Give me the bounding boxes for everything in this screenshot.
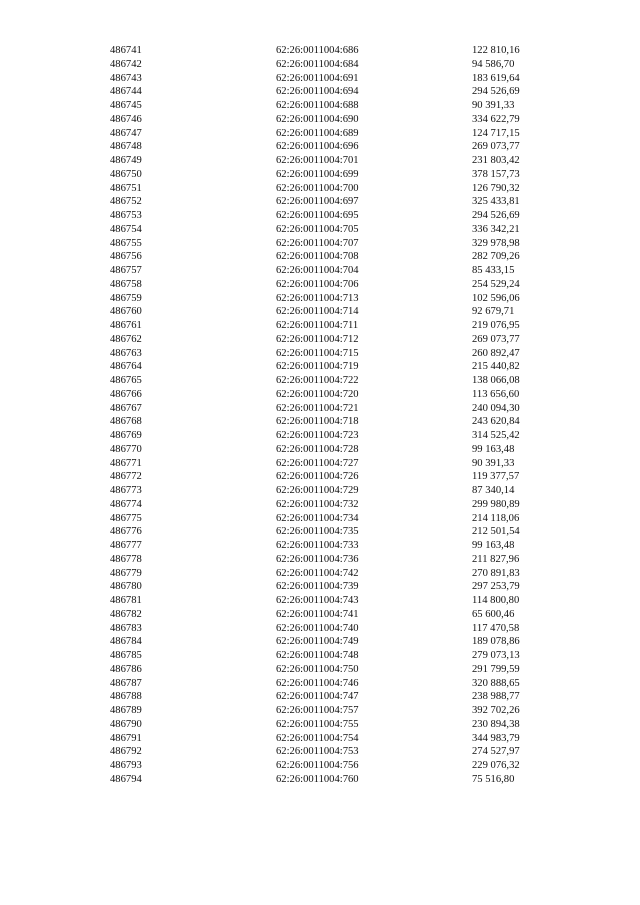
- cadastral-number: 62:26:0011004:739: [276, 581, 359, 593]
- row-number: 486774: [110, 498, 142, 510]
- row-number: 486786: [110, 663, 142, 675]
- row-number: 486762: [110, 333, 142, 345]
- cadastral-number: 62:26:0011004:749: [276, 636, 359, 648]
- row-number: 486749: [110, 155, 142, 166]
- cadastral-value: 320 888,65: [472, 677, 520, 689]
- table-row: [0, 539, 640, 553]
- cadastral-number: 62:26:0011004:742: [276, 567, 359, 579]
- cadastral-value: 90 391,33: [472, 457, 515, 469]
- table-row: [0, 209, 640, 223]
- table-row: [0, 388, 640, 402]
- cadastral-number: 62:26:0011004:760: [276, 773, 359, 785]
- cadastral-value: 92 679,71: [472, 306, 515, 318]
- cadastral-number: 62:26:0011004:714: [276, 306, 359, 318]
- cadastral-number: 62:26:0011004:715: [276, 347, 359, 359]
- row-number: 486756: [110, 251, 142, 263]
- row-number: 486791: [110, 732, 142, 744]
- cadastral-number: 62:26:0011004:735: [276, 526, 359, 538]
- cadastral-value: 215 440,82: [472, 361, 520, 373]
- cadastral-number: 62:26:0011004:706: [276, 278, 359, 290]
- cadastral-value: 294 526,69: [472, 86, 520, 98]
- cadastral-value: 114 800,80: [472, 595, 520, 606]
- table-row: [0, 99, 640, 113]
- cadastral-number: 62:26:0011004:732: [276, 498, 359, 510]
- table-row: [0, 154, 640, 168]
- row-number: 486757: [110, 265, 142, 276]
- row-number: 486778: [110, 553, 142, 565]
- cadastral-value: 183 619,64: [472, 72, 520, 84]
- table-row: [0, 360, 640, 374]
- table-row: [0, 168, 640, 182]
- table-row: [0, 237, 640, 251]
- row-number: 486746: [110, 113, 142, 125]
- cadastral-value: 90 391,33: [472, 100, 515, 111]
- cadastral-value: 279 073,13: [472, 650, 520, 661]
- cadastral-number: 62:26:0011004:734: [276, 512, 359, 524]
- cadastral-number: 62:26:0011004:719: [276, 361, 359, 373]
- row-number: 486743: [110, 72, 142, 84]
- table-row: [0, 567, 640, 581]
- cadastral-value: 240 094,30: [472, 402, 520, 414]
- table-row: [0, 553, 640, 567]
- cadastral-number: 62:26:0011004:754: [276, 732, 359, 744]
- row-number: 486781: [110, 595, 142, 606]
- table-row: [0, 594, 640, 608]
- cadastral-number: 62:26:0011004:747: [276, 691, 359, 703]
- cadastral-number: 62:26:0011004:707: [276, 237, 359, 249]
- row-number: 486770: [110, 443, 142, 455]
- cadastral-number: 62:26:0011004:708: [276, 251, 359, 263]
- cadastral-value: 126 790,32: [472, 182, 520, 194]
- cadastral-number: 62:26:0011004:688: [276, 100, 359, 111]
- cadastral-number: 62:26:0011004:690: [276, 113, 359, 125]
- cadastral-value: 299 980,89: [472, 498, 520, 510]
- cadastral-number: 62:26:0011004:728: [276, 443, 359, 455]
- cadastral-value: 260 892,47: [472, 347, 520, 359]
- table-row: [0, 622, 640, 636]
- table-row: [0, 250, 640, 264]
- cadastral-value: 212 501,54: [472, 526, 520, 538]
- cadastral-value: 336 342,21: [472, 223, 520, 235]
- cadastral-number: 62:26:0011004:711: [276, 320, 359, 331]
- cadastral-number: 62:26:0011004:755: [276, 718, 359, 730]
- table-row: [0, 663, 640, 677]
- cadastral-number: 62:26:0011004:726: [276, 471, 359, 483]
- cadastral-value: 87 340,14: [472, 485, 515, 496]
- cadastral-value: 124 717,15: [472, 127, 520, 139]
- table-row: [0, 484, 640, 498]
- table-row: [0, 85, 640, 99]
- cadastral-value: 99 163,48: [472, 443, 515, 455]
- cadastral-number: 62:26:0011004:686: [276, 45, 359, 56]
- cadastral-value: 294 526,69: [472, 210, 520, 221]
- table-row: [0, 525, 640, 539]
- table-row: [0, 140, 640, 154]
- cadastral-value: 211 827,96: [472, 553, 520, 565]
- cadastral-number: 62:26:0011004:757: [276, 705, 359, 716]
- row-number: 486788: [110, 691, 142, 703]
- table-row: [0, 649, 640, 663]
- cadastral-value: 297 253,79: [472, 581, 520, 593]
- cadastral-value: 122 810,16: [472, 45, 520, 56]
- table-row: [0, 580, 640, 594]
- row-number: 486748: [110, 141, 142, 153]
- row-number: 486745: [110, 100, 142, 111]
- cadastral-number: 62:26:0011004:723: [276, 430, 359, 441]
- row-number: 486761: [110, 320, 142, 331]
- cadastral-value: 269 073,77: [472, 141, 520, 153]
- table-row: [0, 333, 640, 347]
- table-row: [0, 58, 640, 72]
- cadastral-number: 62:26:0011004:756: [276, 760, 359, 771]
- table-row: [0, 44, 640, 58]
- row-number: 486744: [110, 86, 142, 98]
- row-number: 486785: [110, 650, 142, 661]
- cadastral-number: 62:26:0011004:689: [276, 127, 359, 139]
- cadastral-number: 62:26:0011004:750: [276, 663, 359, 675]
- table-row: [0, 773, 640, 787]
- table-row: [0, 677, 640, 691]
- cadastral-number: 62:26:0011004:722: [276, 375, 359, 386]
- cadastral-value: 243 620,84: [472, 416, 520, 428]
- table-row: [0, 718, 640, 732]
- row-number: 486792: [110, 746, 142, 758]
- table-row: [0, 223, 640, 237]
- row-number: 486779: [110, 567, 142, 579]
- table-row: [0, 732, 640, 746]
- cadastral-number: 62:26:0011004:718: [276, 416, 359, 428]
- table-row: [0, 127, 640, 141]
- table-row: [0, 498, 640, 512]
- cadastral-number: 62:26:0011004:684: [276, 58, 359, 70]
- row-number: 486793: [110, 760, 142, 771]
- row-number: 486750: [110, 168, 142, 180]
- row-number: 486741: [110, 45, 142, 56]
- cadastral-value: 254 529,24: [472, 278, 520, 290]
- cadastral-value: 230 894,38: [472, 718, 520, 730]
- cadastral-number: 62:26:0011004:704: [276, 265, 359, 276]
- row-number: 486760: [110, 306, 142, 318]
- cadastral-value: 334 622,79: [472, 113, 520, 125]
- cadastral-value: 219 076,95: [472, 320, 520, 331]
- cadastral-value: 189 078,86: [472, 636, 520, 648]
- table-row: [0, 113, 640, 127]
- row-number: 486776: [110, 526, 142, 538]
- row-number: 486783: [110, 622, 142, 634]
- row-number: 486754: [110, 223, 142, 235]
- cadastral-value: 270 891,83: [472, 567, 520, 579]
- table-row: [0, 704, 640, 718]
- cadastral-value: 119 377,57: [472, 471, 520, 483]
- cadastral-value: 378 157,73: [472, 168, 520, 180]
- row-number: 486780: [110, 581, 142, 593]
- row-number: 486768: [110, 416, 142, 428]
- table-row: [0, 429, 640, 443]
- table-row: [0, 195, 640, 209]
- row-number: 486772: [110, 471, 142, 483]
- cadastral-number: 62:26:0011004:727: [276, 457, 359, 469]
- cadastral-number: 62:26:0011004:733: [276, 540, 359, 551]
- table-row: [0, 745, 640, 759]
- table-row: [0, 415, 640, 429]
- row-number: 486751: [110, 182, 142, 194]
- table-row: [0, 264, 640, 278]
- cadastral-number: 62:26:0011004:701: [276, 155, 359, 166]
- cadastral-value: 314 525,42: [472, 430, 520, 441]
- data-table: [0, 44, 640, 787]
- cadastral-value: 392 702,26: [472, 705, 520, 716]
- row-number: 486759: [110, 292, 142, 304]
- row-number: 486755: [110, 237, 142, 249]
- cadastral-value: 138 066,08: [472, 375, 520, 386]
- table-row: [0, 635, 640, 649]
- row-number: 486763: [110, 347, 142, 359]
- cadastral-value: 117 470,58: [472, 622, 520, 634]
- cadastral-value: 344 983,79: [472, 732, 520, 744]
- table-row: [0, 402, 640, 416]
- cadastral-number: 62:26:0011004:705: [276, 223, 359, 235]
- cadastral-value: 85 433,15: [472, 265, 515, 276]
- table-row: [0, 374, 640, 388]
- row-number: 486769: [110, 430, 142, 441]
- row-number: 486771: [110, 457, 142, 469]
- cadastral-number: 62:26:0011004:748: [276, 650, 359, 661]
- cadastral-value: 75 516,80: [472, 773, 515, 785]
- table-row: [0, 608, 640, 622]
- cadastral-number: 62:26:0011004:694: [276, 86, 359, 98]
- cadastral-value: 329 978,98: [472, 237, 520, 249]
- table-row: [0, 512, 640, 526]
- table-row: [0, 305, 640, 319]
- table-row: [0, 443, 640, 457]
- cadastral-value: 291 799,59: [472, 663, 520, 675]
- row-number: 486753: [110, 210, 142, 221]
- cadastral-number: 62:26:0011004:713: [276, 292, 359, 304]
- cadastral-value: 229 076,32: [472, 760, 520, 771]
- cadastral-value: 65 600,46: [472, 608, 515, 620]
- row-number: 486752: [110, 196, 142, 208]
- cadastral-value: 94 586,70: [472, 58, 515, 70]
- row-number: 486764: [110, 361, 142, 373]
- row-number: 486767: [110, 402, 142, 414]
- row-number: 486782: [110, 608, 142, 620]
- cadastral-value: 113 656,60: [472, 388, 520, 400]
- row-number: 486742: [110, 58, 142, 70]
- table-row: [0, 457, 640, 471]
- cadastral-number: 62:26:0011004:712: [276, 333, 359, 345]
- row-number: 486773: [110, 485, 142, 496]
- row-number: 486747: [110, 127, 142, 139]
- cadastral-number: 62:26:0011004:696: [276, 141, 359, 153]
- cadastral-number: 62:26:0011004:691: [276, 72, 359, 84]
- cadastral-value: 231 803,42: [472, 155, 520, 166]
- table-row: [0, 690, 640, 704]
- cadastral-value: 214 118,06: [472, 512, 520, 524]
- row-number: 486787: [110, 677, 142, 689]
- table-row: [0, 72, 640, 86]
- cadastral-number: 62:26:0011004:746: [276, 677, 359, 689]
- cadastral-value: 99 163,48: [472, 540, 515, 551]
- table-row: [0, 278, 640, 292]
- row-number: 486784: [110, 636, 142, 648]
- table-row: [0, 319, 640, 333]
- row-number: 486789: [110, 705, 142, 716]
- cadastral-number: 62:26:0011004:700: [276, 182, 359, 194]
- cadastral-value: 269 073,77: [472, 333, 520, 345]
- cadastral-number: 62:26:0011004:741: [276, 608, 359, 620]
- row-number: 486758: [110, 278, 142, 290]
- cadastral-value: 325 433,81: [472, 196, 520, 208]
- row-number: 486777: [110, 540, 142, 551]
- cadastral-number: 62:26:0011004:695: [276, 210, 359, 221]
- cadastral-number: 62:26:0011004:721: [276, 402, 359, 414]
- cadastral-number: 62:26:0011004:753: [276, 746, 359, 758]
- cadastral-number: 62:26:0011004:720: [276, 388, 359, 400]
- cadastral-value: 102 596,06: [472, 292, 520, 304]
- cadastral-value: 274 527,97: [472, 746, 520, 758]
- cadastral-number: 62:26:0011004:740: [276, 622, 359, 634]
- table-row: [0, 292, 640, 306]
- cadastral-value: 238 988,77: [472, 691, 520, 703]
- cadastral-number: 62:26:0011004:697: [276, 196, 359, 208]
- row-number: 486775: [110, 512, 142, 524]
- table-row: [0, 347, 640, 361]
- cadastral-number: 62:26:0011004:729: [276, 485, 359, 496]
- cadastral-value: 282 709,26: [472, 251, 520, 263]
- table-row: [0, 182, 640, 196]
- row-number: 486794: [110, 773, 142, 785]
- row-number: 486766: [110, 388, 142, 400]
- row-number: 486790: [110, 718, 142, 730]
- cadastral-number: 62:26:0011004:736: [276, 553, 359, 565]
- table-row: [0, 759, 640, 773]
- cadastral-number: 62:26:0011004:743: [276, 595, 359, 606]
- cadastral-number: 62:26:0011004:699: [276, 168, 359, 180]
- table-row: [0, 470, 640, 484]
- row-number: 486765: [110, 375, 142, 386]
